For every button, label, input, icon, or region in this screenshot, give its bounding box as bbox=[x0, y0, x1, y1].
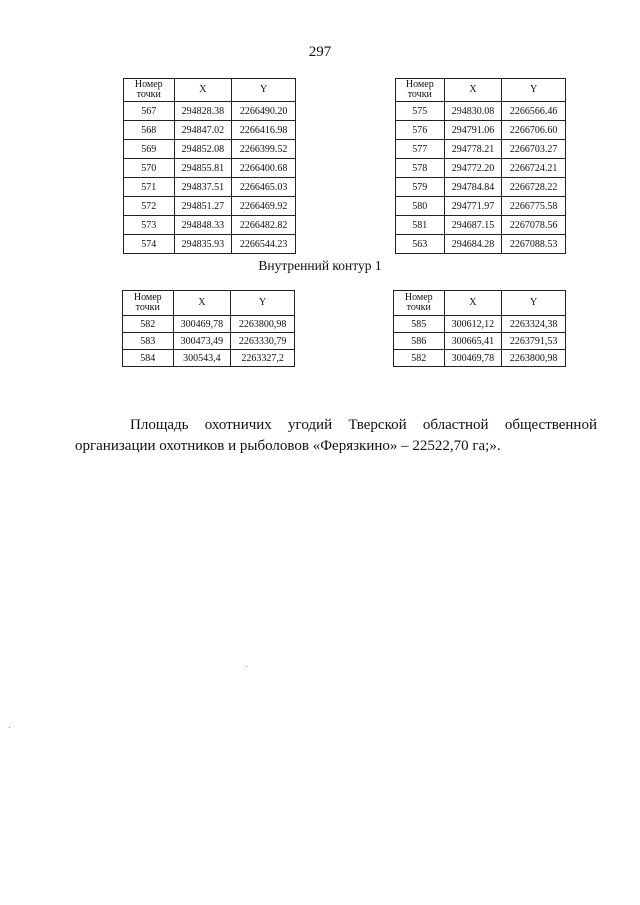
point-number-cell: 575 bbox=[396, 102, 445, 121]
y-coordinate-cell: 2266724.21 bbox=[502, 159, 566, 178]
point-number-cell: 581 bbox=[396, 216, 445, 235]
point-number-header: Номер точки bbox=[123, 291, 174, 316]
x-coordinate-cell: 294828.38 bbox=[174, 102, 232, 121]
x-header: X bbox=[174, 79, 232, 102]
y-header: Y bbox=[231, 291, 295, 316]
y-coordinate-cell: 2266400.68 bbox=[232, 159, 296, 178]
y-coordinate-cell: 2263327,2 bbox=[231, 350, 295, 367]
x-coordinate-cell: 294847.02 bbox=[174, 121, 232, 140]
x-coordinate-cell: 294835.93 bbox=[174, 235, 232, 254]
x-header: X bbox=[444, 79, 502, 102]
point-number-cell: 563 bbox=[396, 235, 445, 254]
point-number-cell: 574 bbox=[124, 235, 175, 254]
x-coordinate-cell: 294837.51 bbox=[174, 178, 232, 197]
point-number-header: Номер точки bbox=[394, 291, 445, 316]
table-row bbox=[124, 197, 296, 216]
point-number-cell: 570 bbox=[124, 159, 175, 178]
y-coordinate-cell: 2267088.53 bbox=[502, 235, 566, 254]
y-coordinate-cell: 2266566.46 bbox=[502, 102, 566, 121]
inner-contour-title: Внутренний контур 1 bbox=[258, 258, 382, 273]
y-coordinate-cell: 2266399.52 bbox=[232, 140, 296, 159]
y-coordinate-cell: 2266728.22 bbox=[502, 178, 566, 197]
x-coordinate-cell: 300612,12 bbox=[444, 316, 502, 333]
x-coordinate-cell: 294851.27 bbox=[174, 197, 232, 216]
y-coordinate-cell: 2266490.20 bbox=[232, 102, 296, 121]
point-number-header: Номер точки bbox=[396, 79, 445, 102]
y-coordinate-cell: 2266416.98 bbox=[232, 121, 296, 140]
coordinates-table-4 bbox=[393, 290, 566, 367]
y-coordinate-cell: 2263330,79 bbox=[231, 333, 295, 350]
scan-speck bbox=[9, 727, 10, 728]
table-row bbox=[124, 102, 296, 121]
x-header: X bbox=[444, 291, 502, 316]
x-coordinate-cell: 294791.06 bbox=[444, 121, 502, 140]
y-coordinate-cell: 2266775.58 bbox=[502, 197, 566, 216]
x-coordinate-cell: 300469,78 bbox=[444, 350, 502, 367]
x-coordinate-cell: 300665,41 bbox=[444, 333, 502, 350]
x-coordinate-cell: 300469,78 bbox=[173, 316, 231, 333]
table-row bbox=[123, 316, 295, 333]
table-row bbox=[396, 216, 566, 235]
x-coordinate-cell: 294772.20 bbox=[444, 159, 502, 178]
x-coordinate-cell: 294848.33 bbox=[174, 216, 232, 235]
coordinates-table-1 bbox=[123, 78, 296, 254]
x-coordinate-cell: 294684.28 bbox=[444, 235, 502, 254]
y-coordinate-cell: 2263800,98 bbox=[502, 350, 566, 367]
y-coordinate-cell: 2263324,38 bbox=[502, 316, 566, 333]
point-number-cell: 578 bbox=[396, 159, 445, 178]
point-number-cell: 572 bbox=[124, 197, 175, 216]
point-number-cell: 567 bbox=[124, 102, 175, 121]
table-row bbox=[124, 216, 296, 235]
y-coordinate-cell: 2263791,53 bbox=[502, 333, 566, 350]
y-header: Y bbox=[232, 79, 296, 102]
table-row bbox=[394, 316, 566, 333]
table-row bbox=[124, 140, 296, 159]
table-row bbox=[124, 235, 296, 254]
y-coordinate-cell: 2266469.92 bbox=[232, 197, 296, 216]
point-number-cell: 579 bbox=[396, 178, 445, 197]
x-coordinate-cell: 294855.81 bbox=[174, 159, 232, 178]
table-row bbox=[396, 197, 566, 216]
y-coordinate-cell: 2266482.82 bbox=[232, 216, 296, 235]
y-header: Y bbox=[502, 291, 566, 316]
point-number-cell: 569 bbox=[124, 140, 175, 159]
point-number-cell: 585 bbox=[394, 316, 445, 333]
table-row bbox=[394, 333, 566, 350]
x-coordinate-cell: 294687.15 bbox=[444, 216, 502, 235]
table-row bbox=[123, 333, 295, 350]
table-row bbox=[124, 159, 296, 178]
table-row bbox=[396, 159, 566, 178]
page-number: 297 bbox=[308, 44, 332, 60]
scan-speck bbox=[246, 666, 247, 667]
point-number-cell: 582 bbox=[394, 350, 445, 367]
x-coordinate-cell: 294771.97 bbox=[444, 197, 502, 216]
table-row bbox=[124, 121, 296, 140]
coordinates-table-3 bbox=[122, 290, 295, 367]
point-number-cell: 584 bbox=[123, 350, 174, 367]
hunting-area-paragraph: Площадь охотничих угодий Тверской областной общественной организации охотников и рыболовов «Ферязкино» – 22522,70 га;». bbox=[75, 417, 597, 454]
point-number-cell: 586 bbox=[394, 333, 445, 350]
y-coordinate-cell: 2266703.27 bbox=[502, 140, 566, 159]
x-coordinate-cell: 294852.08 bbox=[174, 140, 232, 159]
x-coordinate-cell: 300473,49 bbox=[173, 333, 231, 350]
x-coordinate-cell: 300543,4 bbox=[173, 350, 231, 367]
point-number-cell: 582 bbox=[123, 316, 174, 333]
y-coordinate-cell: 2266544.23 bbox=[232, 235, 296, 254]
point-number-cell: 580 bbox=[396, 197, 445, 216]
table-row bbox=[123, 350, 295, 367]
table-row bbox=[396, 235, 566, 254]
point-number-cell: 571 bbox=[124, 178, 175, 197]
point-number-cell: 576 bbox=[396, 121, 445, 140]
point-number-cell: 577 bbox=[396, 140, 445, 159]
point-number-cell: 583 bbox=[123, 333, 174, 350]
point-number-header: Номер точки bbox=[124, 79, 175, 102]
table-row bbox=[124, 178, 296, 197]
y-header: Y bbox=[502, 79, 566, 102]
x-coordinate-cell: 294830.08 bbox=[444, 102, 502, 121]
coordinates-table-2 bbox=[395, 78, 566, 254]
y-coordinate-cell: 2263800,98 bbox=[231, 316, 295, 333]
x-header: X bbox=[173, 291, 231, 316]
x-coordinate-cell: 294784.84 bbox=[444, 178, 502, 197]
table-row bbox=[396, 102, 566, 121]
y-coordinate-cell: 2267078.56 bbox=[502, 216, 566, 235]
y-coordinate-cell: 2266706.60 bbox=[502, 121, 566, 140]
y-coordinate-cell: 2266465.03 bbox=[232, 178, 296, 197]
point-number-cell: 573 bbox=[124, 216, 175, 235]
table-row bbox=[396, 178, 566, 197]
table-row bbox=[394, 350, 566, 367]
point-number-cell: 568 bbox=[124, 121, 175, 140]
table-row bbox=[396, 140, 566, 159]
x-coordinate-cell: 294778.21 bbox=[444, 140, 502, 159]
table-row bbox=[396, 121, 566, 140]
